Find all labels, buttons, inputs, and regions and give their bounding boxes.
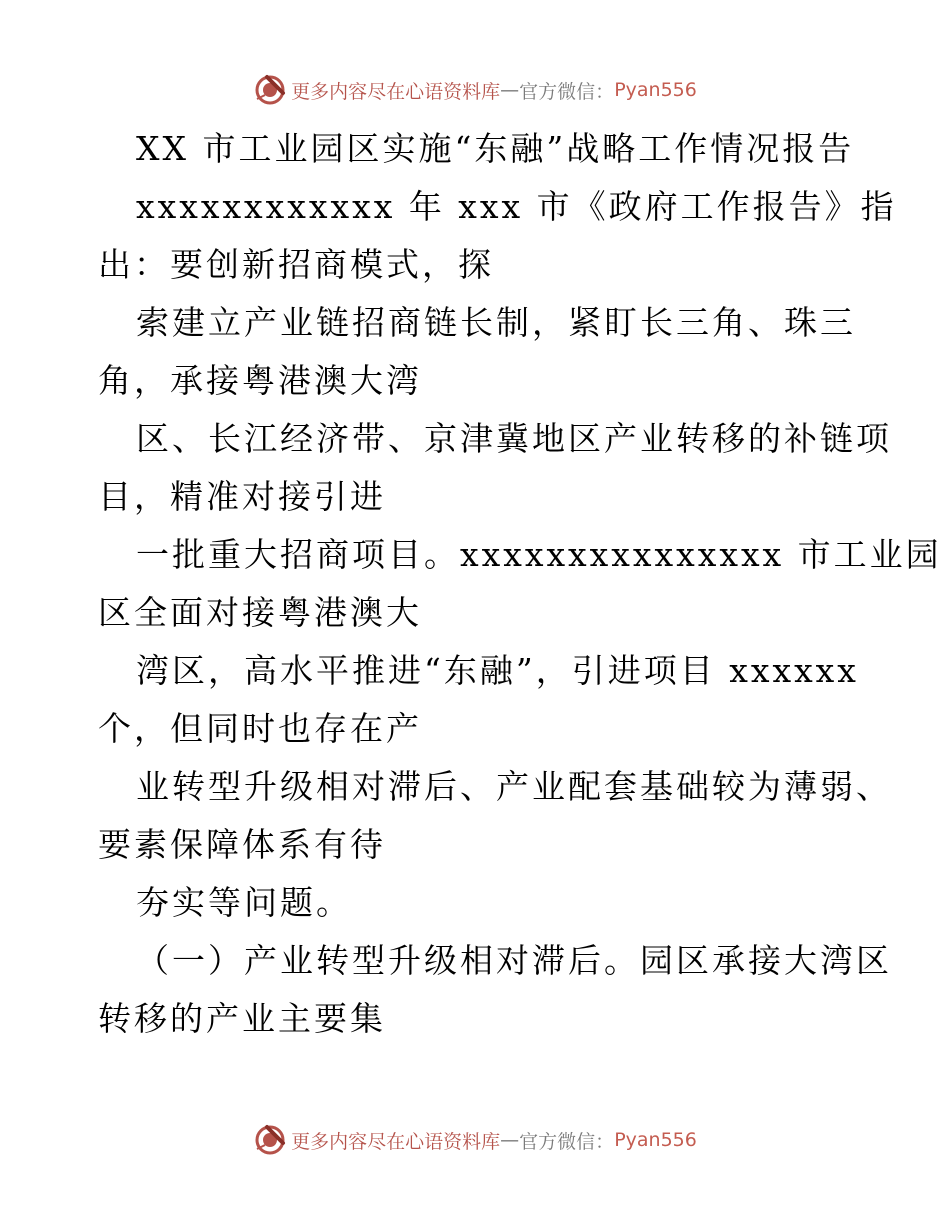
seal-logo-icon [253,73,287,107]
doc-line: 区、长江经济带、京津冀地区产业转移的补链项 [136,419,892,458]
watermark-label: 官方微信： [519,1130,615,1153]
watermark-dash: — [500,1129,520,1151]
doc-title: XX 市工业园区实施“东融”战略工作情况报告 [136,129,855,168]
watermark-id: Pyan556 [614,79,697,101]
watermark-text: 更多内容尽在心语资料库 [291,1130,501,1153]
watermark-text: 更多内容尽在心语资料库 [291,80,501,103]
watermark-id: Pyan556 [614,1129,697,1151]
doc-line: 个，但同时也存在产 [98,709,422,748]
document-body [98,120,942,1048]
doc-line: 要素保障体系有待 [98,825,386,864]
doc-line: 夯实等问题。 [136,883,352,922]
doc-line: 角，承接粤港澳大湾 [98,361,422,400]
header-watermark [0,70,950,110]
doc-line: 区全面对接粤港澳大 [98,593,422,632]
doc-line: 索建立产业链招商链长制，紧盯长三角、珠三 [136,303,856,342]
doc-line: 转移的产业主要集 [98,999,386,1038]
doc-line: 业转型升级相对滞后、产业配套基础较为薄弱、 [136,767,892,806]
doc-line: 湾区，高水平推进“东融”，引进项目 xxxxxx [136,651,859,690]
seal-logo-icon [253,1123,287,1157]
doc-section-heading: （一）产业转型升级相对滞后。园区承接大湾区 [136,941,892,980]
doc-line: 一批重大招商项目。xxxxxxxxxxxxxxx 市工业园 [136,535,942,574]
watermark-label: 官方微信： [519,80,615,103]
doc-line: xxxxxxxxxxxx 年 xxx 市《政府工作报告》指 [136,187,897,226]
doc-line: 出：要创新招商模式，探 [98,245,494,284]
doc-line: 目，精准对接引进 [98,477,386,516]
watermark-dash: — [500,79,520,101]
footer-watermark [0,1120,950,1160]
